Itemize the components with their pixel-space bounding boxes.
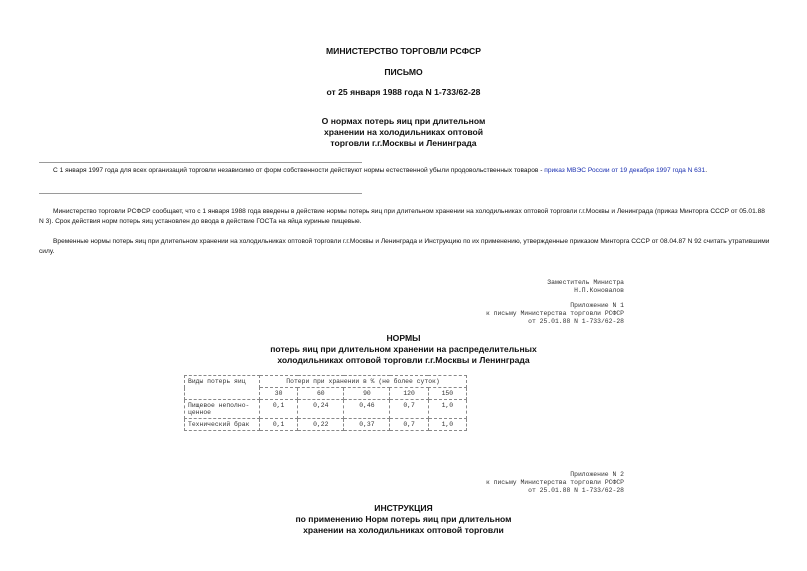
table-row-label: Пищевое неполно-ценное (185, 400, 260, 419)
table-row-header: Виды потерь яиц (185, 376, 260, 400)
table-cell: 1,0 (428, 400, 466, 419)
table-column-header: 120 (390, 388, 428, 400)
doc-date-number: от 25 января 1988 года N 1-733/62-28 (326, 87, 481, 97)
appendix2-ref: к письму Министерства торговли РСФСР (485, 479, 624, 486)
body-paragraph-2: Временные нормы потерь яиц при длительном хранении на холодильниках оптовой торговли г.г.Москвы и Ленинграда и Инструкцию по их применению, утвержденные приказом Минторга СССР от 08.04.87 N 92 считать утратившими силу. (39, 238, 770, 255)
table-row (185, 400, 467, 419)
table-row-label: Технический брак (185, 419, 260, 431)
appendix2-label: Приложение N 2 (570, 471, 624, 478)
notice-after: . (705, 167, 708, 174)
subject-line-3: торговли г.г.Москвы и Ленинграда (330, 138, 477, 148)
table-cell: 0,46 (344, 400, 390, 419)
table-cell: 0,22 (298, 419, 344, 431)
instruction-line-1: по применению Норм потерь яиц при длительном (295, 514, 512, 524)
body-paragraph-1: Министерство торговли РСФСР сообщает, что с 1 января 1988 года введены в действие нормы потерь яиц при длительном хранении на холодильниках оптовой торговли г.г.Москвы и Ленинграда (приказ Минторга СССР от 05.01.88 N 3). Срок действия норм потерь яиц установлен до ввода в действие ГОСТа на яйца куриные пищевые. (39, 208, 765, 225)
norms-subtitle-1: потерь яиц при длительном хранении на распределительных (270, 344, 537, 354)
instruction-line-2: хранении на холодильниках оптовой торговли (303, 525, 504, 535)
signature-name: Н.П.Коновалов (574, 287, 624, 294)
appendix1-ref: к письму Министерства торговли РСФСР (485, 310, 624, 317)
norms-title: НОРМЫ (386, 333, 421, 343)
table-column-header: 30 (260, 388, 298, 400)
instruction-title: ИНСТРУКЦИЯ (374, 503, 433, 513)
appendix2-date: от 25.01.88 N 1-733/62-28 (528, 487, 624, 494)
notice-divider-bottom (39, 193, 362, 194)
norms-subtitle-2: холодильниках оптовой торговли г.г.Москвы и Ленинграда (277, 355, 530, 365)
appendix1-date: от 25.01.88 N 1-733/62-28 (528, 318, 624, 325)
table-cell: 1,0 (428, 419, 466, 431)
table-column-header: 60 (298, 388, 344, 400)
table-cell: 0,37 (344, 419, 390, 431)
signature-position: Заместитель Министра (547, 279, 624, 286)
table-header-row (185, 376, 467, 388)
table-cell: 0,7 (390, 400, 428, 419)
ministry-title: МИНИСТЕРСТВО ТОРГОВЛИ РСФСР (326, 46, 481, 56)
table-cell: 0,1 (260, 400, 298, 419)
norms-table (184, 375, 467, 431)
subject-line-2: хранении на холодильниках оптовой (323, 127, 484, 137)
table-row (185, 419, 467, 431)
notice-link[interactable]: приказ МВЭС России от 19 декабря 1997 года N 631 (544, 167, 706, 174)
table-cell: 0,1 (260, 419, 298, 431)
table-cell: 0,7 (390, 419, 428, 431)
table-group-header: Потери при хранении в % (не более суток) (260, 376, 467, 388)
appendix1-label: Приложение N 1 (570, 302, 624, 309)
notice-text: С 1 января 1997 года для всех организаций торговли независимо от форм собственности действуют нормы естественной убыли продовольственных товаров - (53, 167, 545, 174)
table-cell: 0,24 (298, 400, 344, 419)
table-column-header: 90 (344, 388, 390, 400)
doc-type: ПИСЬМО (384, 67, 423, 77)
subject-line-1: О нормах потерь яиц при длительном (321, 116, 486, 126)
notice-divider-top (39, 162, 362, 163)
table-column-header: 150 (428, 388, 466, 400)
notice-paragraph (39, 166, 771, 176)
